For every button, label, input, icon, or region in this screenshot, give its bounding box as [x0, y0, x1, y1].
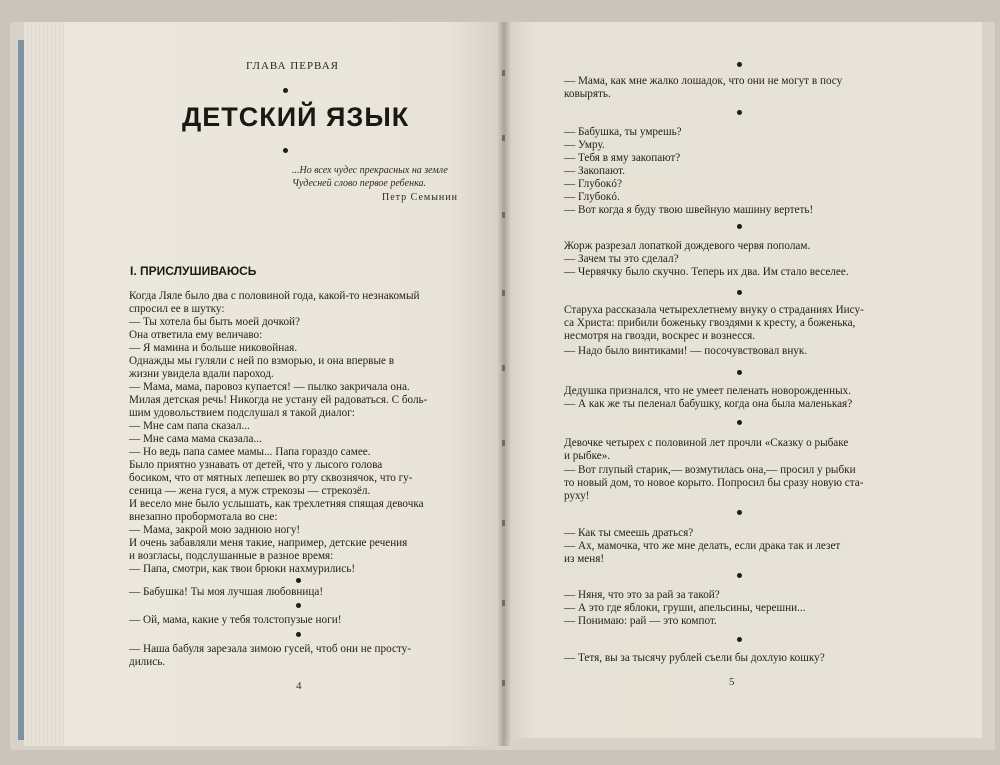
- text-line: сеница — жена гуся, а муж стрекозы — стрекозёл.: [129, 485, 371, 497]
- text-line: — Бабушка, ты умрешь?: [564, 126, 682, 138]
- text-line: жизни увидела вдали пароход.: [129, 368, 274, 380]
- text-line: са Христа: прибили боженьку гвоздями к кресту, а боженька,: [564, 317, 856, 329]
- binding-stitch: [502, 680, 505, 686]
- text-line: — Червячку было скучно. Теперь их два. Им стало веселее.: [564, 266, 849, 278]
- text-line: — Мама, как мне жалко лошадок, что они не могут в посу: [564, 75, 843, 87]
- epigraph-line: ...Но всех чудес прекрасных на земле: [292, 165, 448, 176]
- text-line: внезапно пробормотала во сне:: [129, 511, 278, 523]
- binding-stitch: [502, 520, 505, 526]
- text-line: Когда Ляле было два с половиной года, какой-то незнакомый: [129, 290, 420, 302]
- section-separator-dot: [283, 148, 288, 153]
- text-line: руху!: [564, 490, 590, 502]
- text-line: то новый дом, то новое корыто. Попросил бы сразу новую ста-: [564, 477, 864, 489]
- binding-stitch: [502, 135, 505, 141]
- binding-stitch: [502, 600, 505, 606]
- text-line: Она ответила ему величаво:: [129, 329, 263, 341]
- text-line: — Наша бабуля зарезала зимою гусей, чтоб они не просту-: [129, 643, 411, 655]
- text-line: — Понимаю: рай — это компот.: [564, 615, 717, 627]
- text-line: — Глубокó?: [564, 178, 622, 190]
- section-separator-dot: [296, 603, 301, 608]
- text-line: Жорж разрезал лопаткой дождевого червя пополам.: [564, 240, 811, 252]
- section-separator-dot: [737, 110, 742, 115]
- section-separator-dot: [737, 637, 742, 642]
- book-gutter: [497, 22, 511, 746]
- text-line: — Ах, мамочка, что же мне делать, если драка так и лезет: [564, 540, 841, 552]
- section-separator-dot: [737, 420, 742, 425]
- text-line: — Бабушка! Ты моя лучшая любовница!: [129, 586, 324, 598]
- text-line: шим удовольствием подслушал я такой диалог:: [129, 407, 355, 419]
- section-separator-dot: [737, 370, 742, 375]
- section-separator-dot: [296, 632, 301, 637]
- section-separator-dot: [737, 573, 742, 578]
- text-line: босиком, что от мятных лепешек во рту сквознячок, что гу-: [129, 472, 413, 484]
- text-line: Милая детская речь! Никогда не устану ей радоваться. С боль-: [129, 394, 428, 406]
- text-line: — Няня, что это за рай за такой?: [564, 589, 720, 601]
- text-line: — Как ты смеешь драться?: [564, 527, 694, 539]
- section-separator-dot: [737, 510, 742, 515]
- chapter-title: ДЕТСКИЙ ЯЗЫК: [182, 102, 410, 132]
- text-line: — Вот когда я буду твою швейную машину вертеть!: [564, 204, 814, 216]
- section-separator-dot: [737, 62, 742, 67]
- page-number: 5: [729, 676, 735, 688]
- text-line: Дедушка признался, что не умеет пеленать новорожденных.: [564, 385, 852, 397]
- text-line: — А как же ты пеленал бабушку, когда она была маленькая?: [564, 398, 853, 410]
- text-line: и рыбке».: [564, 450, 611, 462]
- text-line: Старуха рассказала четырехлетнему внуку о страданиях Иису-: [564, 304, 864, 316]
- page-number: 4: [296, 680, 302, 692]
- text-line: и возгласы, подслушанные в разное время:: [129, 550, 334, 562]
- binding-stitch: [502, 212, 505, 218]
- text-line: — А это где яблоки, груши, апельсины, черешни...: [564, 602, 806, 614]
- text-line: И весело мне было услышать, как трехлетняя спящая девочка: [129, 498, 424, 510]
- binding-stitch: [502, 440, 505, 446]
- text-line: — Умру.: [564, 139, 605, 151]
- section-separator-dot: [283, 88, 288, 93]
- text-line: Однажды мы гуляли с ней по взморью, и она впервые в: [129, 355, 395, 367]
- binding-stitch: [502, 70, 505, 76]
- text-line: ковырять.: [564, 88, 611, 100]
- text-line: — Мне сама мама сказала...: [129, 433, 262, 445]
- section-separator-dot: [737, 290, 742, 295]
- text-line: — Ой, мама, какие у тебя толстопузые ноги!: [129, 614, 342, 626]
- text-line: — Мне сам папа сказал...: [129, 420, 250, 432]
- text-line: — Я мамина и больше никовойная.: [129, 342, 298, 354]
- text-line: — Но ведь папа самее мамы... Папа гораздо самее.: [129, 446, 371, 458]
- binding-stitch: [502, 290, 505, 296]
- chapter-label: ГЛАВА ПЕРВАЯ: [246, 60, 339, 72]
- epigraph-line: Чудесней слово первое ребенка.: [292, 178, 427, 189]
- page-leaves: [24, 22, 64, 746]
- text-line: — Мама, мама, паровоз купается! — пылко закричала она.: [129, 381, 410, 393]
- text-line: Девочке четырех с половиной лет прочли «Сказку о рыбаке: [564, 437, 849, 449]
- section-title: I. ПРИСЛУШИВАЮСЬ: [130, 264, 257, 278]
- text-line: — Ты хотела бы быть моей дочкой?: [129, 316, 300, 328]
- text-line: — Зачем ты это сделал?: [564, 253, 679, 265]
- text-line: — Надо было винтиками! — посочувствовал внук.: [564, 345, 808, 357]
- binding-stitch: [502, 365, 505, 371]
- text-line: несмотря на гвозди, воскрес и вознесся.: [564, 330, 756, 342]
- text-line: — Мама, закрой мою заднюю ногу!: [129, 524, 301, 536]
- text-line: И очень забавляли меня такие, например, детские речения: [129, 537, 408, 549]
- text-line: — Тетя, вы за тысячу рублей съели бы дохлую кошку?: [564, 652, 825, 664]
- text-line: дились.: [129, 656, 166, 668]
- section-separator-dot: [296, 578, 301, 583]
- text-line: — Глубокó.: [564, 191, 620, 203]
- text-line: — Закопают.: [564, 165, 626, 177]
- text-line: Было приятно узнавать от детей, что у лысого голова: [129, 459, 383, 471]
- text-line: — Тебя в яму закопают?: [564, 152, 681, 164]
- text-line: — Вот глупый старик,— возмутилась она,— просил у рыбки: [564, 464, 856, 476]
- text-line: — Папа, смотри, как твои брюки нахмурились!: [129, 563, 356, 575]
- text-line: из меня!: [564, 553, 605, 565]
- epigraph-author: Петр Семынин: [382, 192, 458, 203]
- text-line: спросил ее в шутку:: [129, 303, 225, 315]
- section-separator-dot: [737, 224, 742, 229]
